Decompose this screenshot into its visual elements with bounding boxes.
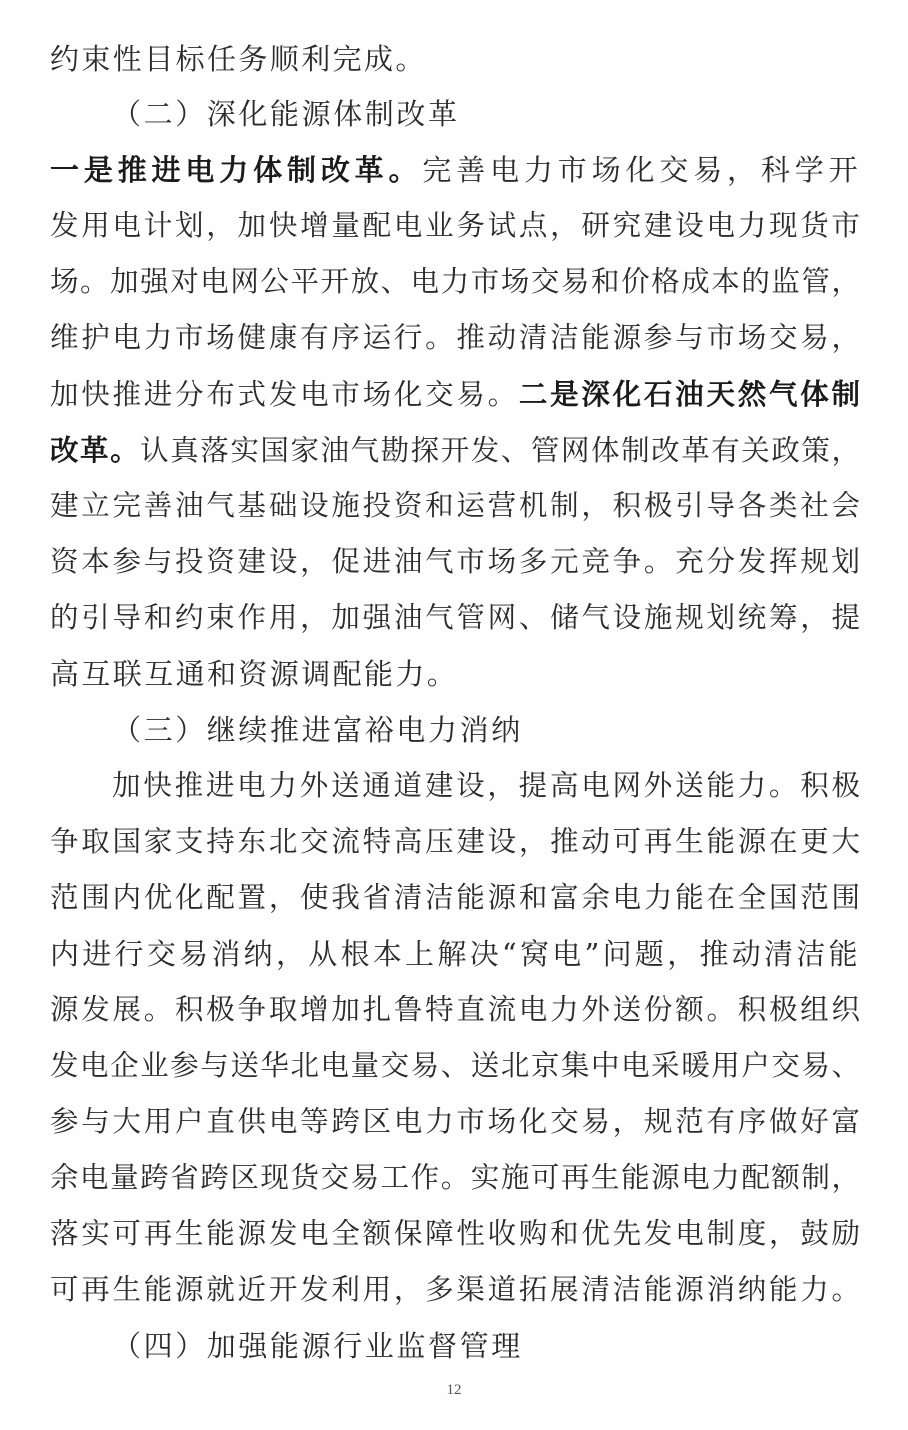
section-3-line-3: 范围内优化配置，使我省清洁能源和富余电力能在全国范围 (50, 881, 860, 914)
line-text: 加快推进分布式发电市场化交易。 (50, 378, 519, 411)
bold-phrase: 改革。 (50, 433, 141, 467)
section-2-line-1 (50, 142, 860, 198)
line-text: 认真落实国家油气勘探开发、管网体制改革有关政策， (140, 434, 860, 467)
section-3-heading: （三）继续推进富裕电力消纳 (112, 713, 523, 747)
section-3-line-4: 内进行交易消纳，从根本上解决“窝电”问题，推动清洁能 (50, 937, 860, 971)
section-3-line-5: 源发展。积极争取增加扎鲁特直流电力外送份额。积极组织 (50, 993, 860, 1026)
section-3-line-6: 发电企业参与送华北电量交易、送北京集中电采暖用户交易、 (50, 1049, 860, 1082)
page-number: 12 (446, 1382, 462, 1398)
section-2-line-7: 建立完善油气基础设施投资和运营机制，积极引导各类社会 (50, 489, 860, 522)
line-text: 完善电力市场化交易，科学开 (422, 153, 860, 187)
section-3-line-9: 落实可再生能源发电全额保障性收购和优先发电制度，鼓励 (50, 1217, 860, 1250)
section-2-line-5 (50, 366, 860, 422)
section-2-line-2: 发用电计划，加快增量配电业务试点，研究建设电力现货市 (50, 209, 860, 242)
section-2-line-9: 的引导和约束作用，加强油气管网、储气设施规划统筹，提 (50, 601, 860, 634)
section-3-line-10: 可再生能源就近开发利用，多渠道拓展清洁能源消纳能力。 (50, 1273, 860, 1306)
section-4-heading: （四）加强能源行业监督管理 (112, 1329, 523, 1363)
section-3-line-2: 争取国家支持东北交流特高压建设，推动可再生能源在更大 (50, 825, 860, 858)
intro-line: 约束性目标任务顺利完成。 (50, 42, 427, 76)
section-2-line-10: 高互联互通和资源调配能力。 (50, 657, 459, 691)
section-3-line-7: 参与大用户直供电等跨区电力市场化交易，规范有序做好富 (50, 1105, 860, 1138)
section-2-line-6 (50, 422, 860, 478)
section-3-line-1: 加快推进电力外送通道建设，提高电网外送能力。积极 (112, 769, 860, 802)
bold-phrase: 二是深化石油天然气体制 (518, 377, 860, 411)
section-2-line-3: 场。加强对电网公平开放、电力市场交易和价格成本的监管， (50, 265, 860, 298)
bold-phrase: 一是推进电力体制改革。 (50, 153, 423, 187)
section-2-line-8: 资本参与投资建设，促进油气市场多元竞争。充分发挥规划 (50, 545, 860, 578)
section-2-heading: （二）深化能源体制改革 (112, 97, 460, 131)
section-2-line-4: 维护电力市场健康有序运行。推动清洁能源参与市场交易， (50, 321, 860, 354)
section-3-line-8: 余电量跨省跨区现货交易工作。实施可再生能源电力配额制， (50, 1161, 860, 1194)
